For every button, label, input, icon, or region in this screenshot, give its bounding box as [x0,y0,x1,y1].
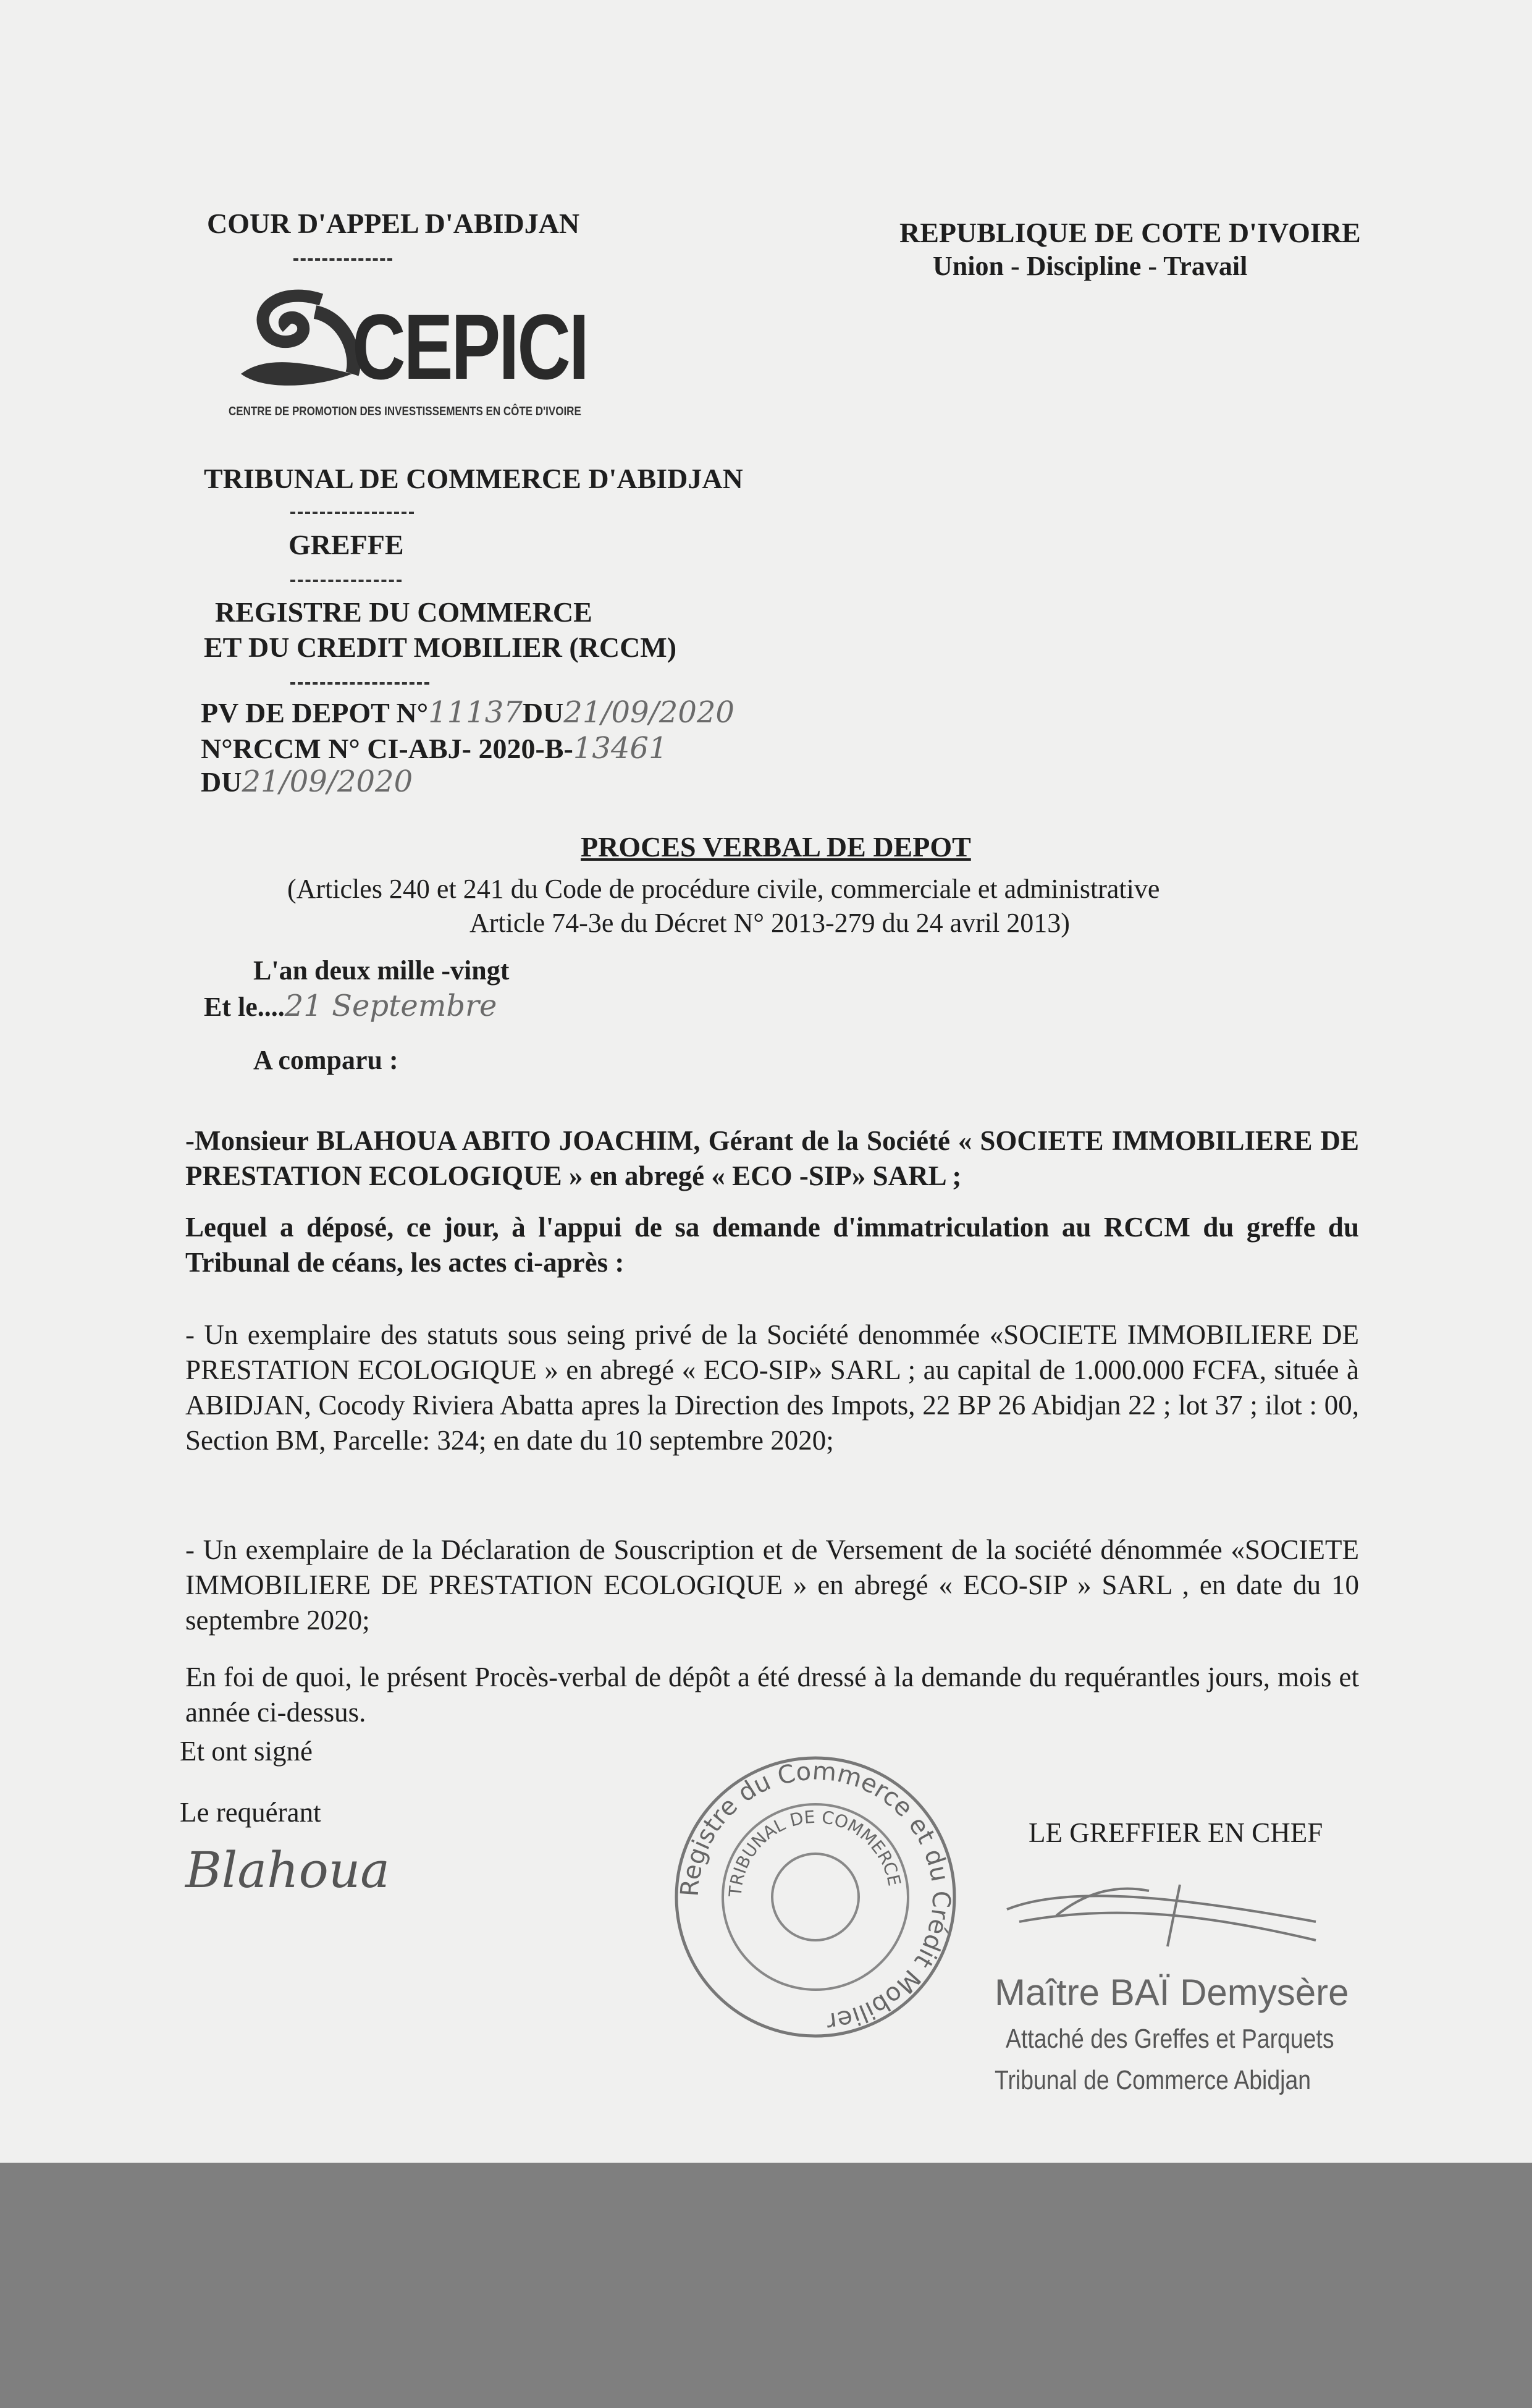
divider [293,258,392,261]
divider [290,580,402,582]
court-of-appeal-title: COUR D'APPEL D'ABIDJAN [207,208,580,239]
registre-line-1: REGISTRE DU COMMERCE [215,596,592,628]
elephant-logo-icon [229,287,364,399]
greffier-name: Maître BAÏ Demysère [995,1972,1349,2013]
document-subtitle-1: (Articles 240 et 241 du Code de procédure civile, commerciale et administrative [287,874,1160,904]
declaration-paragraph: - Un exemplaire de la Déclaration de Souscription et de Versement de la société dénommée «SOCIETE IMMOBILIERE DE PRESTATION ECOLOGIQUE » en abregé « ECO-SIP » SARL , en date du 10 septembre 2020; [185,1534,1359,1636]
day-value: 21 Septembre [284,989,497,1023]
cepici-logo: CEPICI CENTRE DE PROMOTION DES INVESTISSEMENTS EN CÔTE D'IVOIRE [229,281,605,423]
document-title: PROCES VERBAL DE DEPOT [581,831,971,863]
divider [290,512,414,514]
greffier-court: Tribunal de Commerce Abidjan [995,2065,1311,2095]
closing-paragraph: En foi de quoi, le présent Procès-verbal de dépôt a été dressé à la demande du requérantles jours, mois et année ci-dessus. [185,1662,1359,1728]
pv-number: 11137 [428,695,523,730]
greffier-label: LE GREFFIER EN CHEF [1029,1817,1323,1848]
registre-line-2: ET DU CREDIT MOBILIER (RCCM) [204,632,677,663]
rccm-reference: N°RCCM N° CI-ABJ- 2020-B-13461 [201,731,668,766]
year-line: L'an deux mille -vingt [253,955,510,986]
tribunal-title: TRIBUNAL DE COMMERCE D'ABIDJAN [204,463,743,494]
pv-date: 21/09/2020 [563,695,734,730]
day-line: Et le....21 Septembre [204,989,497,1023]
comparant-paragraph: -Monsieur BLAHOUA ABITO JOACHIM, Gérant de la Société « SOCIETE IMMOBILIERE DE PRESTATION ECOLOGIQUE » en abregé « ECO -SIP» SARL ; [185,1125,1359,1191]
divider [290,682,429,685]
deposit-paragraph: Lequel a déposé, ce jour, à l'appui de sa demande d'immatriculation au RCCM du greffe du Tribunal de céans, les actes ci-après : [185,1212,1359,1278]
requerant-signature: Blahoua [185,1841,390,1899]
comparu-label: A comparu : [253,1045,398,1075]
requerant-label: Le requérant [180,1797,321,1828]
greffier-signature [995,1872,1340,1959]
greffe-title: GREFFE [288,529,404,560]
republic-title: REPUBLIQUE DE COTE D'IVOIRE [899,217,1361,248]
greffier-title: Attaché des Greffes et Parquets [1006,2024,1334,2054]
document-subtitle-2: Article 74-3e du Décret N° 2013-279 du 24 avril 2013) [469,908,1070,938]
signed-label: Et ont signé [180,1736,313,1767]
rccm-date-line: DU21/09/2020 [201,764,413,799]
republic-motto: Union - Discipline - Travail [933,251,1248,281]
statuts-paragraph: - Un exemplaire des statuts sous seing privé de la Société denommée «SOCIETE IMMOBILIERE DE PRESTATION ECOLOGIQUE » en abregé « ECO-SIP» SARL ; au capital de 1.000.000 FCFA, située à ABIDJAN, Cocody Riviera Abatta apres la Direction des Impots, 22 BP 26 Abidjan 22 ; lot 37 ; ilot : 00, Section BM, Parcelle: 324; en date du 10 septembre 2020; [185,1319,1359,1456]
official-stamp [667,1749,964,2045]
rccm-number: 13461 [573,731,668,766]
svg-text:TRIBUNAL DE COMMERCE D'ABIDJAN: TRIBUNAL DE COMMERCE [725,1806,905,1898]
pv-reference: PV DE DEPOT N°11137DU21/09/2020 [201,695,734,730]
svg-text:Registre du Commerce et du Cré: Registre du Commerce et du Crédit Mobilier [675,1757,956,2037]
rccm-date: 21/09/2020 [242,764,413,799]
